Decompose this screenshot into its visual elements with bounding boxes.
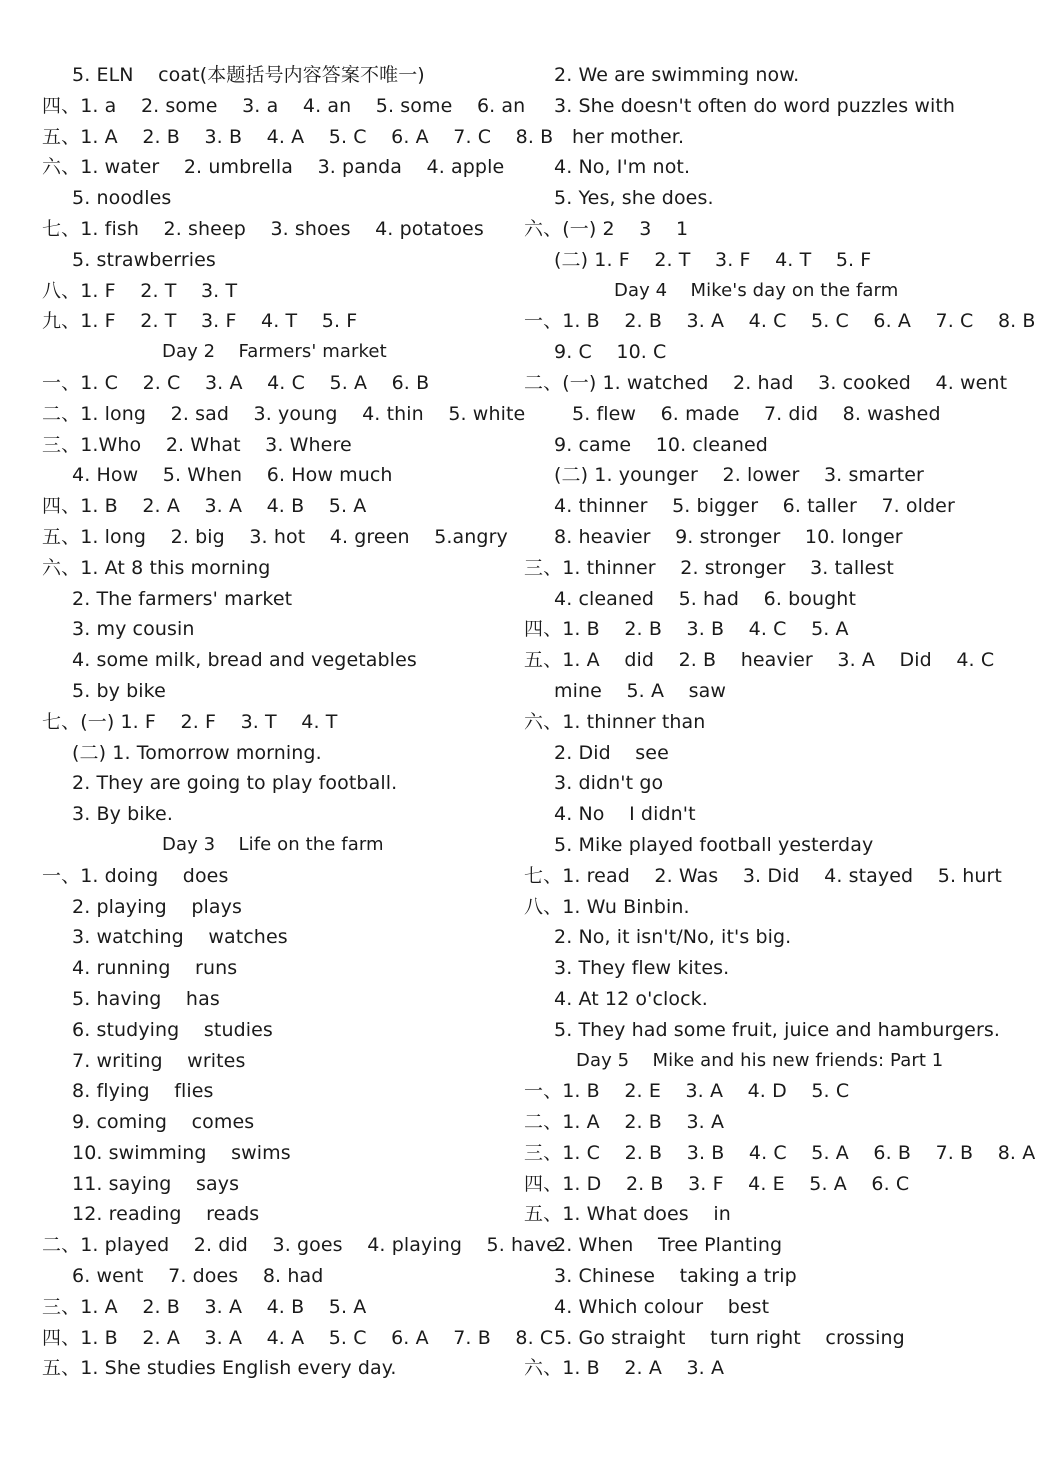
answer-line: 九、1. F 2. T 3. F 4. T 5. F bbox=[42, 310, 358, 333]
answer-line: 4. thinner 5. bigger 6. taller 7. older bbox=[554, 495, 955, 518]
answer-line: mine 5. A saw bbox=[554, 679, 726, 702]
answer-line: 10. swimming swims bbox=[72, 1141, 291, 1164]
answer-line: 5. strawberries bbox=[72, 248, 216, 271]
answer-line: 五、1. A 2. B 3. B 4. A 5. C 6. A 7. C 8. B bbox=[42, 125, 554, 148]
answer-line: 四、1. B 2. A 3. A 4. B 5. A bbox=[42, 495, 367, 518]
answer-line: 11. saying says bbox=[72, 1172, 240, 1195]
answer-line: 5. having has bbox=[72, 987, 220, 1010]
section-heading: Day 5 Mike and his new friends: Part 1 bbox=[576, 1049, 944, 1071]
answer-line: 七、(一) 1. F 2. F 3. T 4. T bbox=[42, 710, 338, 733]
answer-line: 4. Which colour best bbox=[554, 1295, 770, 1318]
answer-line: 五、1. What does in bbox=[524, 1203, 731, 1226]
answer-line: 六、1. B 2. A 3. A bbox=[524, 1357, 725, 1380]
answer-line: (二) 1. F 2. T 3. F 4. T 5. F bbox=[554, 248, 872, 271]
answer-line: 二、1. A 2. B 3. A bbox=[524, 1111, 725, 1134]
answer-line: 2. When Tree Planting bbox=[554, 1234, 783, 1257]
answer-line: 一、1. doing does bbox=[42, 864, 229, 887]
answer-line: 4. How 5. When 6. How much bbox=[72, 464, 393, 487]
answer-line: 5. ELN coat(本题括号内容答案不唯一) bbox=[72, 64, 425, 86]
answer-line: 八、1. Wu Binbin. bbox=[524, 895, 690, 918]
answer-line: 三、1. C 2. B 3. B 4. C 5. A 6. B 7. B 8. A bbox=[524, 1141, 1036, 1164]
answer-line: 2. No, it isn't/No, it's big. bbox=[554, 926, 792, 949]
answer-line: 二、1. played 2. did 3. goes 4. playing 5. have bbox=[42, 1234, 559, 1257]
answer-line: 六、1. At 8 this morning bbox=[42, 556, 271, 579]
answer-line: 5. Yes, she does. bbox=[554, 187, 714, 210]
answer-line: 四、1. a 2. some 3. a 4. an 5. some 6. an bbox=[42, 94, 526, 117]
left-answer-column bbox=[42, 60, 559, 1384]
section-heading: Day 4 Mike's day on the farm bbox=[614, 279, 899, 301]
answer-line: 五、1. long 2. big 3. hot 4. green 5.angry bbox=[42, 525, 508, 548]
answer-line: 4. some milk, bread and vegetables bbox=[72, 649, 417, 672]
answer-line: 4. At 12 o'clock. bbox=[554, 987, 708, 1010]
answer-line: 3. She doesn't often do word puzzles with bbox=[554, 94, 956, 117]
answer-line: 7. writing writes bbox=[72, 1049, 246, 1072]
right-answer-column bbox=[524, 60, 1036, 1384]
answer-line: 六、1. water 2. umbrella 3. panda 4. apple bbox=[42, 156, 505, 179]
answer-line: 5. noodles bbox=[72, 187, 172, 210]
answer-line: 9. came 10. cleaned bbox=[554, 433, 768, 456]
answer-line: 三、1. thinner 2. stronger 3. tallest bbox=[524, 556, 894, 579]
answer-line: 5. Mike played football yesterday bbox=[554, 833, 874, 856]
answer-line: 四、1. B 2. B 3. B 4. C 5. A bbox=[524, 618, 849, 641]
answer-line: 七、1. fish 2. sheep 3. shoes 4. potatoes bbox=[42, 217, 484, 240]
answer-line: 5. flew 6. made 7. did 8. washed bbox=[572, 402, 941, 425]
answer-line: 一、1. C 2. C 3. A 4. C 5. A 6. B bbox=[42, 371, 430, 394]
section-heading: Day 2 Farmers' market bbox=[162, 341, 387, 363]
answer-line: 六、1. thinner than bbox=[524, 710, 706, 733]
answer-line: 四、1. D 2. B 3. F 4. E 5. A 6. C bbox=[524, 1172, 910, 1195]
answer-line: 六、(一) 2 3 1 bbox=[524, 217, 689, 240]
section-heading: Day 3 Life on the farm bbox=[162, 833, 384, 855]
answer-line: 6. went 7. does 8. had bbox=[72, 1265, 324, 1288]
answer-line: 4. No, I'm not. bbox=[554, 156, 691, 179]
answer-line: 3. watching watches bbox=[72, 926, 288, 949]
answer-line: 五、1. A did 2. B heavier 3. A Did 4. C bbox=[524, 649, 995, 672]
answer-line: 5. Go straight turn right crossing bbox=[554, 1326, 905, 1349]
answer-line: her mother. bbox=[572, 125, 685, 148]
answer-line: (二) 1. younger 2. lower 3. smarter bbox=[554, 464, 924, 487]
answer-line: 4. running runs bbox=[72, 957, 238, 980]
answer-line: 三、1.Who 2. What 3. Where bbox=[42, 433, 352, 456]
answer-line: 2. playing plays bbox=[72, 895, 242, 918]
answer-line: 12. reading reads bbox=[72, 1203, 260, 1226]
answer-line: 5. They had some fruit, juice and hamburgers. bbox=[554, 1018, 1001, 1041]
answer-line: 9. C 10. C bbox=[554, 341, 667, 364]
answer-line: 8. flying flies bbox=[72, 1080, 214, 1103]
answer-line: 3. By bike. bbox=[72, 803, 173, 826]
answer-line: 四、1. B 2. A 3. A 4. A 5. C 6. A 7. B 8. C bbox=[42, 1326, 554, 1349]
answer-line: 2. The farmers' market bbox=[72, 587, 293, 610]
answer-line: 八、1. F 2. T 3. T bbox=[42, 279, 238, 302]
answer-line: 8. heavier 9. stronger 10. longer bbox=[554, 525, 903, 548]
answer-line: 4. cleaned 5. had 6. bought bbox=[554, 587, 856, 610]
answer-line: 2. They are going to play football. bbox=[72, 772, 398, 795]
answer-line: 五、1. She studies English every day. bbox=[42, 1357, 397, 1380]
answer-line: 3. didn't go bbox=[554, 772, 664, 795]
answer-line: 一、1. B 2. B 3. A 4. C 5. C 6. A 7. C 8. B bbox=[524, 310, 1036, 333]
answer-line: 七、1. read 2. Was 3. Did 4. stayed 5. hurt bbox=[524, 864, 1002, 887]
answer-line: 二、1. long 2. sad 3. young 4. thin 5. white bbox=[42, 402, 526, 425]
answer-line: 4. No I didn't bbox=[554, 803, 696, 826]
answer-line: 3. my cousin bbox=[72, 618, 195, 641]
answer-line: 6. studying studies bbox=[72, 1018, 273, 1041]
answer-line: 3. Chinese taking a trip bbox=[554, 1265, 797, 1288]
answer-line: 二、(一) 1. watched 2. had 3. cooked 4. went bbox=[524, 371, 1008, 394]
answer-line: (二) 1. Tomorrow morning. bbox=[72, 741, 322, 764]
answer-line: 2. Did see bbox=[554, 741, 669, 764]
answer-line: 3. They flew kites. bbox=[554, 957, 730, 980]
answer-line: 5. by bike bbox=[72, 679, 166, 702]
answer-line: 一、1. B 2. E 3. A 4. D 5. C bbox=[524, 1080, 850, 1103]
answer-line: 2. We are swimming now. bbox=[554, 64, 800, 86]
answer-line: 三、1. A 2. B 3. A 4. B 5. A bbox=[42, 1295, 367, 1318]
answer-line: 9. coming comes bbox=[72, 1111, 255, 1134]
